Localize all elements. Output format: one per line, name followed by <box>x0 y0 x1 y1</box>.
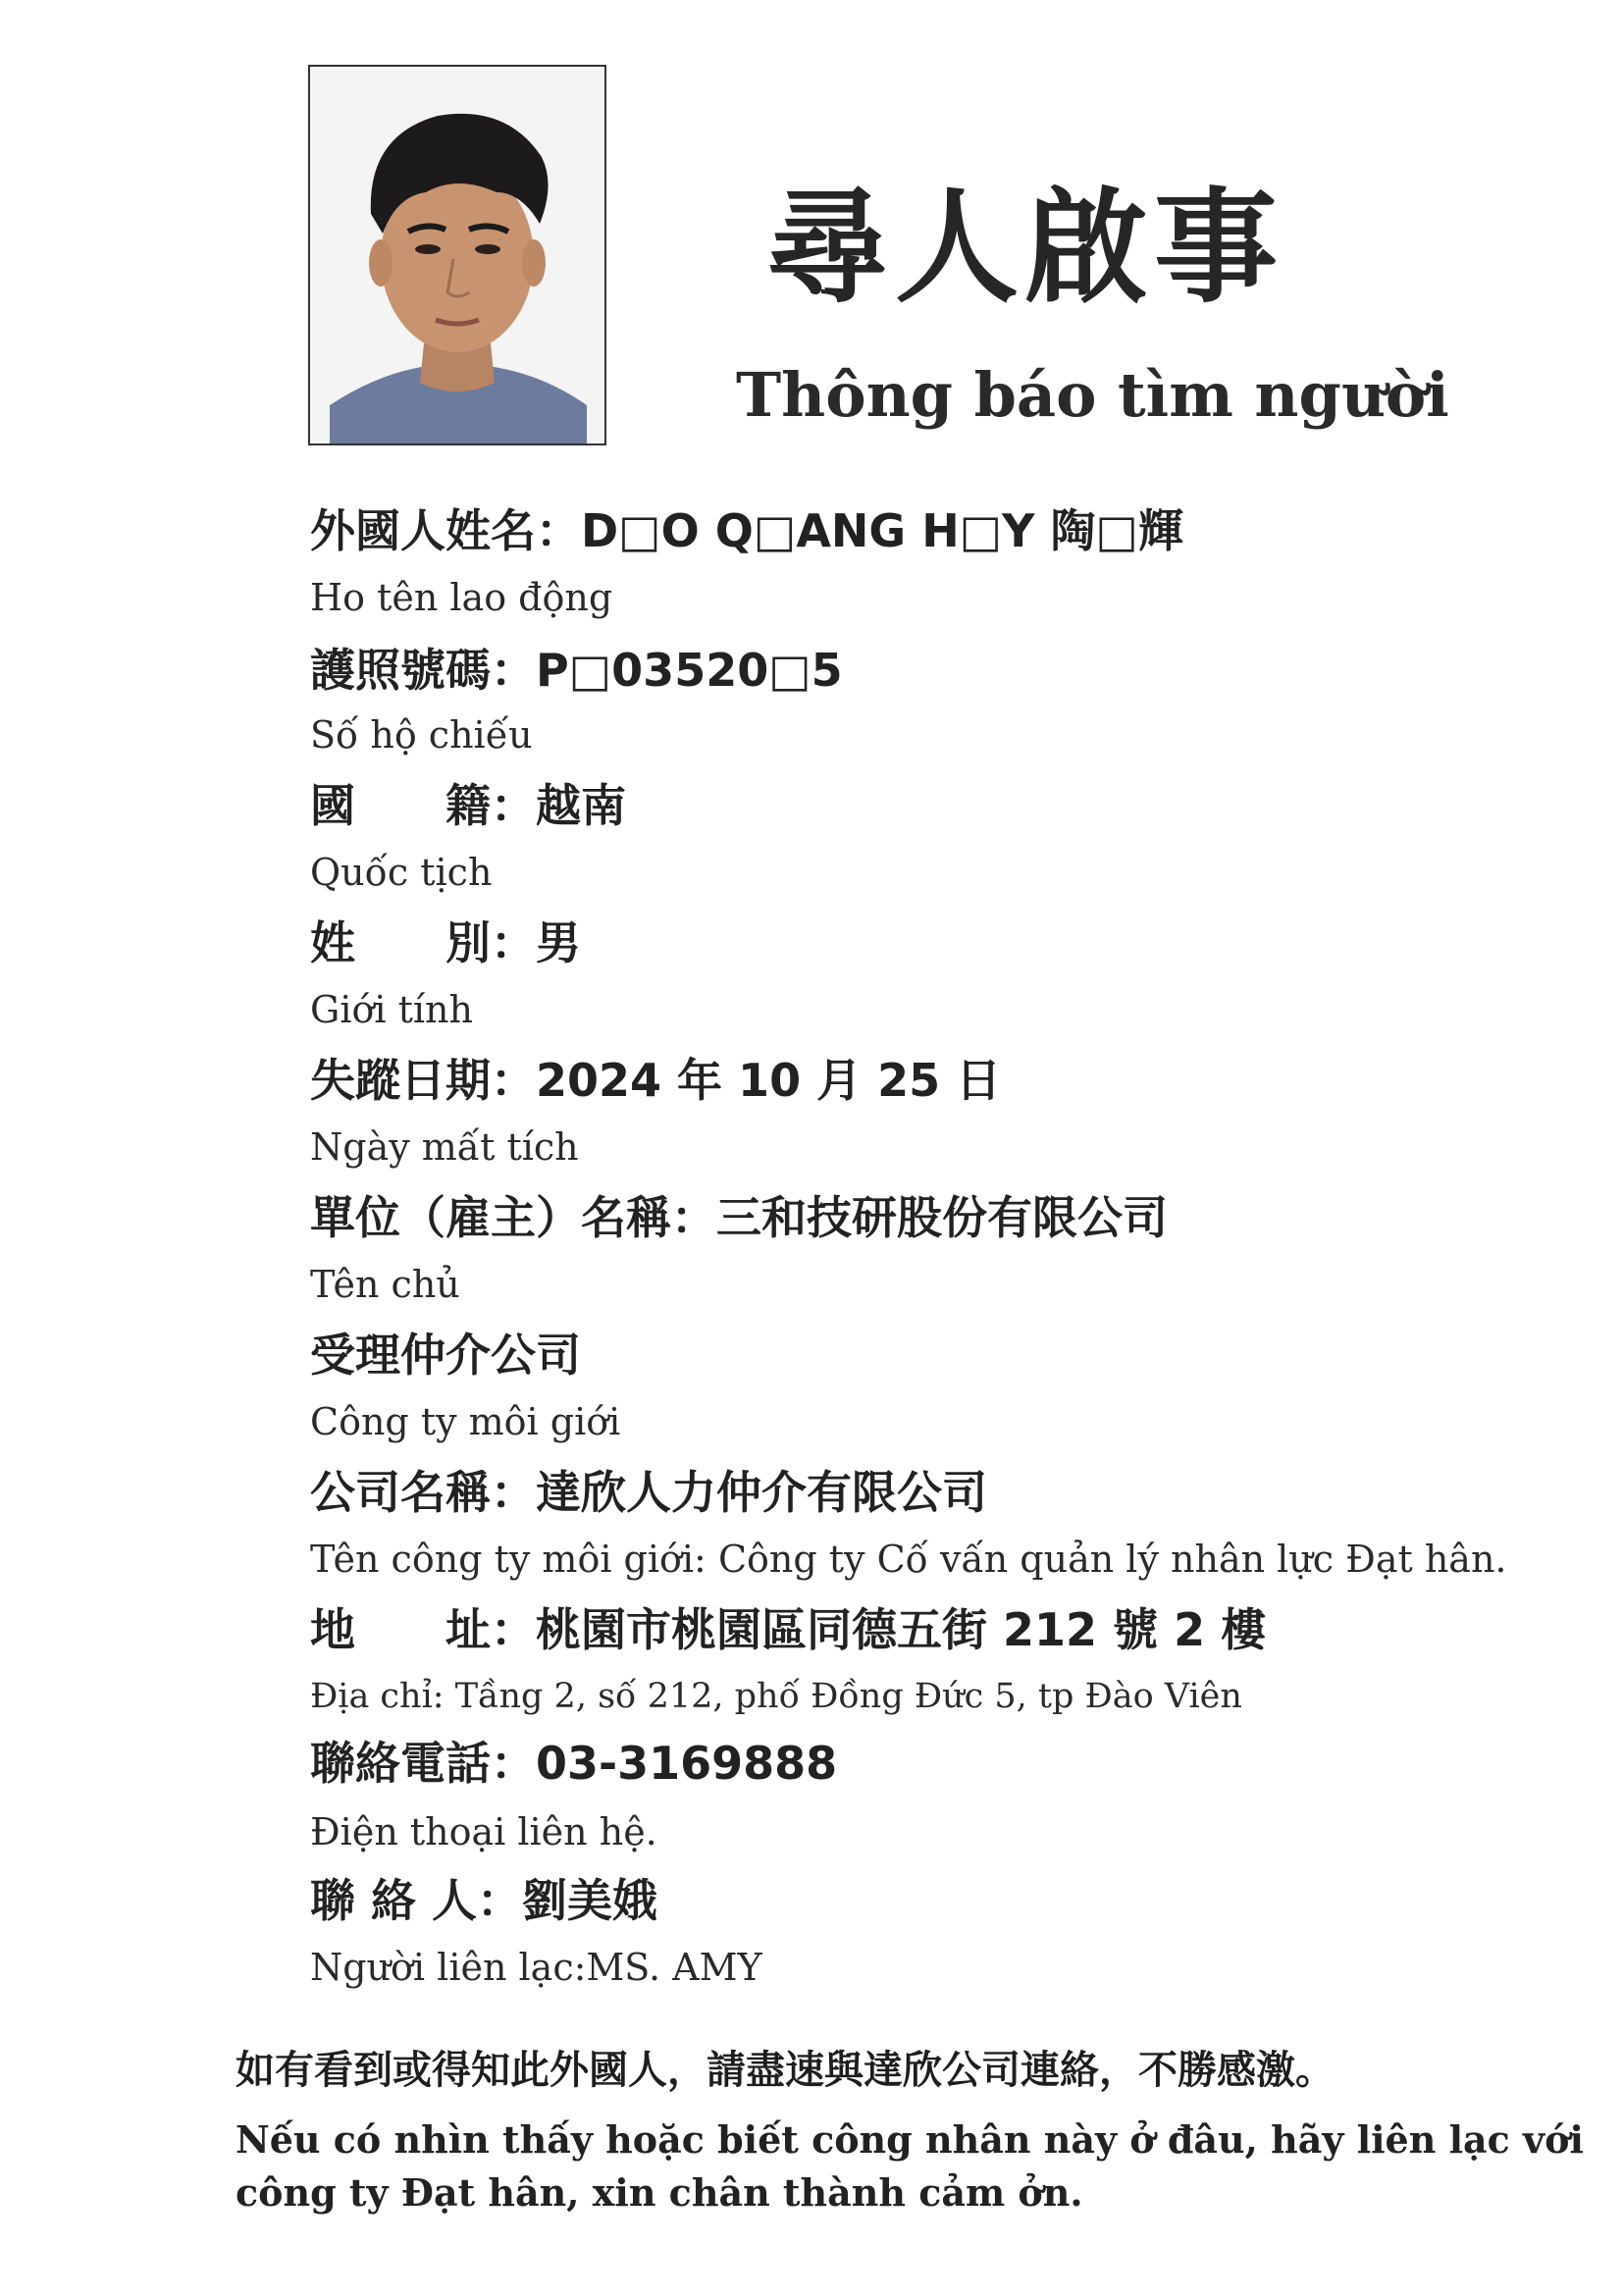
field-value: 男 <box>536 916 581 969</box>
field-phone-zh <box>310 1737 838 1790</box>
field-gender-zh <box>310 916 581 969</box>
field-label: 地 址 <box>310 1603 491 1656</box>
field-value: D□O Q□ANG H□Y 陶□輝 <box>581 504 1183 557</box>
field-sep: ： <box>491 1737 536 1790</box>
page-subtitle: Thông báo tìm người <box>736 359 1449 431</box>
field-sep: ： <box>477 1874 523 1927</box>
field-address-vi: Địa chỉ: Tầng 2, số 212, phố Đồng Đức 5, tp Đào Viên <box>310 1677 1242 1716</box>
field-contact-zh <box>310 1874 658 1927</box>
field-agency-vi: Công ty môi giới <box>310 1400 621 1443</box>
field-name-zh <box>310 504 1183 557</box>
portrait-photo-icon <box>310 67 604 444</box>
field-company-name-zh <box>310 1466 987 1519</box>
field-agency-zh <box>310 1329 581 1382</box>
field-sep: ： <box>536 504 581 557</box>
field-contact-vi: Người liên lạc:MS. AMY <box>310 1946 762 1989</box>
field-gender-vi: Giới tính <box>310 988 473 1031</box>
field-value: 劉美娥 <box>522 1874 658 1927</box>
field-nationality-vi: Quốc tịch <box>310 851 493 894</box>
field-value: 03-3169888 <box>536 1737 838 1790</box>
page-title: 尋人啟事 <box>765 176 1283 320</box>
field-company-name-vi: Tên công ty môi giới: Công ty Cố vấn quản lý nhân lực Đạt hân. <box>310 1538 1507 1581</box>
field-label: 單位（雇主）名稱 <box>310 1191 671 1244</box>
field-label: 受理仲介公司 <box>310 1329 581 1382</box>
field-value: P□03520□5 <box>536 644 843 697</box>
field-label: 聯絡電話 <box>310 1737 491 1790</box>
field-label: 護照號碼 <box>310 644 491 697</box>
field-nationality-zh <box>310 779 626 832</box>
field-sep: ： <box>491 644 536 697</box>
field-sep: ： <box>491 779 536 832</box>
field-label: 失蹤日期 <box>310 1054 491 1107</box>
closing-message-vi-line2: công ty Đạt hân, xin chân thành cảm ởn. <box>236 2170 1083 2215</box>
field-passport-zh <box>310 644 843 697</box>
field-sep: ： <box>671 1191 716 1244</box>
field-value: 2024 年 10 月 25 日 <box>536 1054 1002 1107</box>
field-employer-zh <box>310 1191 1168 1244</box>
field-sep: ： <box>491 1054 536 1107</box>
field-label: 公司名稱 <box>310 1466 491 1519</box>
closing-message-zh: 如有看到或得知此外國人，請盡速與達欣公司連絡，不勝感激。 <box>236 2048 1335 2093</box>
field-name-vi: Ho tên lao động <box>310 576 613 619</box>
field-sep: ： <box>491 916 536 969</box>
field-passport-vi: Số hộ chiếu <box>310 713 533 757</box>
field-missing-date-vi: Ngày mất tích <box>310 1125 579 1169</box>
field-employer-vi: Tên chủ <box>310 1263 460 1306</box>
field-phone-vi: Điện thoại liên hệ. <box>310 1810 657 1853</box>
field-missing-date-zh <box>310 1054 1002 1107</box>
field-label: 國 籍 <box>310 779 491 832</box>
field-sep: ： <box>491 1603 536 1656</box>
field-sep: ： <box>491 1466 536 1519</box>
field-value: 越南 <box>536 779 626 832</box>
field-value: 達欣人力仲介有限公司 <box>536 1466 987 1519</box>
field-label: 姓 別 <box>310 916 491 969</box>
portrait-photo <box>308 65 606 445</box>
field-label: 外國人姓名 <box>310 504 536 557</box>
field-address-zh <box>310 1603 1267 1656</box>
field-value: 桃園市桃園區同德五街 212 號 2 樓 <box>536 1603 1267 1656</box>
field-label: 聯 絡 人 <box>310 1874 478 1927</box>
field-value: 三和技研股份有限公司 <box>716 1191 1168 1244</box>
closing-message-vi-line1: Nếu có nhìn thấy hoặc biết công nhân này ở đâu, hãy liên lạc với <box>236 2117 1584 2162</box>
